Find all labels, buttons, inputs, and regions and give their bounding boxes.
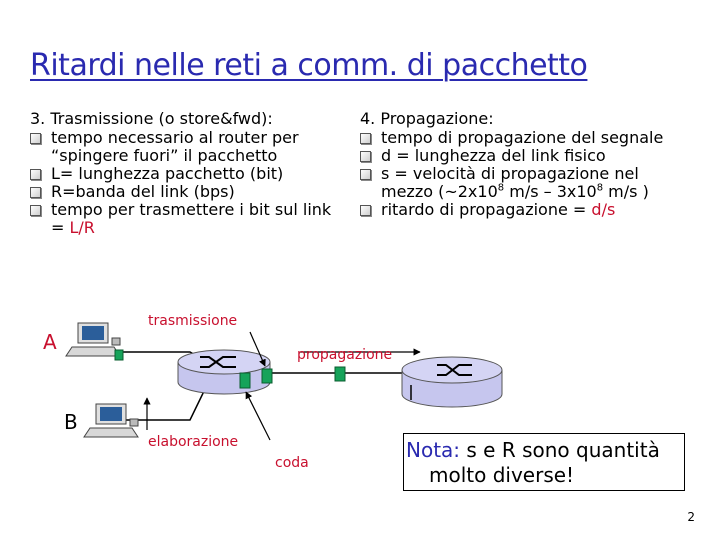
list-item: tempo per trasmettere i bit sul link = L/R bbox=[30, 201, 340, 237]
note-line2: molto diverse! bbox=[429, 463, 575, 487]
host-b-label: B bbox=[64, 410, 78, 434]
note-box bbox=[403, 433, 685, 491]
label-processing: elaborazione bbox=[148, 434, 239, 450]
transmission-formula: L/R bbox=[69, 218, 95, 237]
router-icon bbox=[402, 357, 502, 407]
host-a-label: A bbox=[43, 330, 57, 354]
note-line1: s e R sono quantità bbox=[460, 438, 660, 462]
note-prefix: Nota: bbox=[406, 438, 461, 462]
propagation-heading: 4. Propagazione: bbox=[360, 109, 494, 128]
computer-icon bbox=[66, 323, 120, 356]
transmission-heading: 3. Trasmissione (o store&fwd): bbox=[30, 109, 273, 128]
router-icon bbox=[178, 350, 270, 394]
label-queue: coda bbox=[275, 455, 309, 471]
slide-title: Ritardi nelle reti a comm. di pacchetto bbox=[30, 48, 588, 83]
label-transmission: trasmissione bbox=[148, 313, 238, 329]
label-propagation: propagazione bbox=[297, 347, 393, 363]
list-item: tempo di propagazione del segnale bbox=[360, 129, 680, 147]
list-item: s = velocità di propagazione nel mezzo ($\sim 2x10^8$ $m/s - 3x10^8$ m/s ) bbox=[360, 165, 680, 201]
list-item: tempo necessario al router per “spingere fuori” il pacchetto bbox=[30, 129, 340, 165]
list-item: L= lunghezza pacchetto (bit) bbox=[30, 165, 340, 183]
list-item: d = lunghezza del link fisico bbox=[360, 147, 680, 165]
page-number: 2 bbox=[687, 510, 695, 524]
list-item: ritardo di propagazione = d/s bbox=[360, 201, 680, 219]
propagation-formula: d/s bbox=[591, 200, 616, 219]
computer-icon bbox=[84, 404, 138, 437]
list-item: R=banda del link (bps) bbox=[30, 183, 340, 201]
